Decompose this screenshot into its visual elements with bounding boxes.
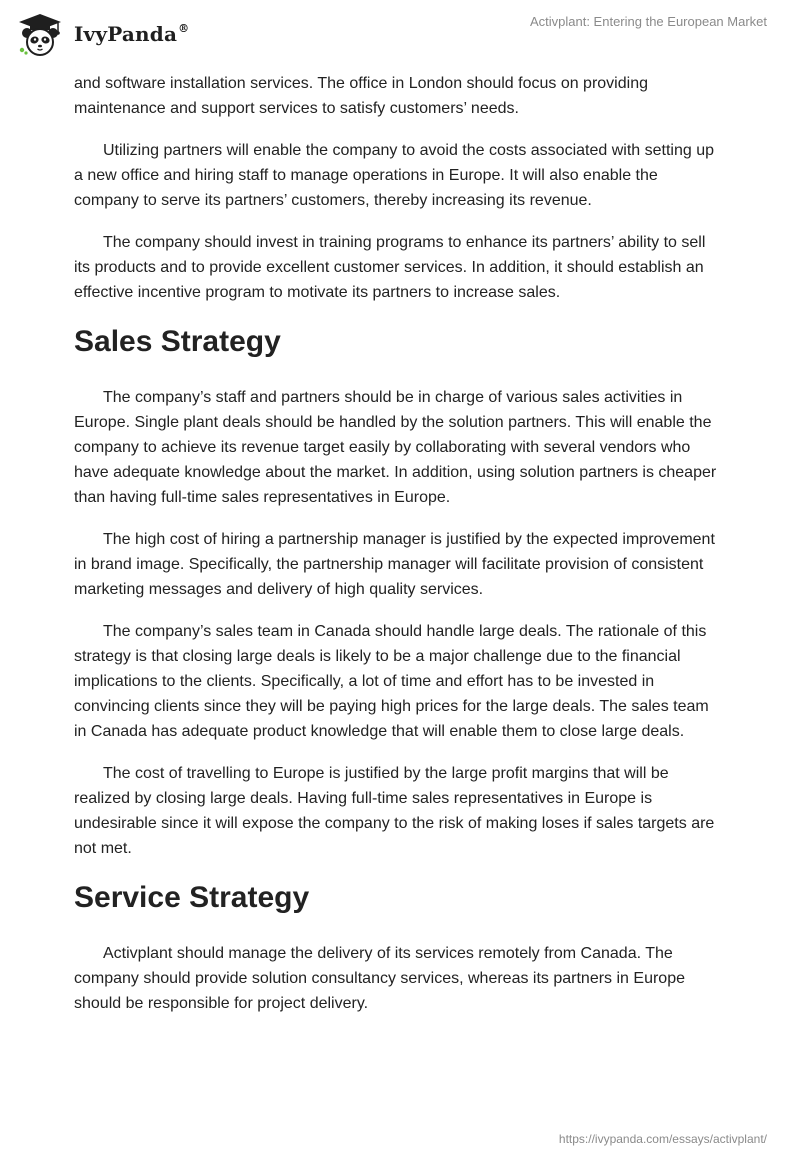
brand-name bbox=[74, 22, 189, 46]
section-heading-service-strategy: Service Strategy bbox=[74, 881, 310, 914]
section-heading-sales-strategy: Sales Strategy bbox=[74, 325, 281, 358]
source-url[interactable]: https://ivypanda.com/essays/activplant/ bbox=[558, 1132, 767, 1146]
paragraph: and software installation services. The office in London should focus on providing maintenance and support services to satisfy customers’ needs. bbox=[74, 75, 648, 117]
paragraph: Activplant should manage the delivery of its services remotely from Canada. The company should provide solution consultancy services, whereas its partners in Europe should be responsible for project delivery. bbox=[74, 945, 685, 1012]
panda-graduate-icon bbox=[16, 10, 64, 58]
essay-body bbox=[74, 71, 724, 1033]
paragraph: The company’s sales team in Canada should handle large deals. The rationale of this strategy is that closing large deals is likely to be a major challenge due to the financial implications to the clients. Specifically, a lot of time and effort has to be invested in convincing clients since they will be paying high prices for the large deals. The sales team in Canada has adequate product knowledge that will enable them to close large deals. bbox=[74, 623, 709, 740]
paragraph: The high cost of hiring a partnership manager is justified by the expected improvement in brand image. Specifically, the partnership manager will facilitate provision of consistent marketing messages and delivery of high quality services. bbox=[74, 531, 715, 598]
paragraph: The company’s staff and partners should be in charge of various sales activities in Europe. Single plant deals should be handled by the solution partners. This will enable the company to achieve its revenue target easily by collaborating with several vendors who have adequate knowledge about the market. In addition, using solution partners is cheaper than having full-time sales representatives in Europe. bbox=[74, 389, 717, 506]
paragraph: The company should invest in training programs to enhance its partners’ ability to sell its products and to provide excellent customer services. In addition, it should establish an effective incentive program to motivate its partners to increase sales. bbox=[74, 234, 706, 301]
ivypanda-logo[interactable] bbox=[16, 10, 189, 58]
brand-label: IvyPanda bbox=[74, 22, 178, 46]
document-title: Activplant: Entering the European Market bbox=[529, 14, 767, 29]
page-header bbox=[0, 0, 800, 70]
paragraph: The cost of travelling to Europe is justified by the large profit margins that will be realized by closing large deals. Having full-time sales representatives in Europe is undesirable since it will expose the company to the risk of making loses if sales targets are not met. bbox=[74, 765, 715, 857]
registered-mark: ® bbox=[178, 22, 190, 35]
paragraph: Utilizing partners will enable the company to avoid the costs associated with setting up a new office and hiring staff to manage operations in Europe. It will also enable the company to serve its partners’ customers, thereby increasing its revenue. bbox=[74, 142, 714, 209]
